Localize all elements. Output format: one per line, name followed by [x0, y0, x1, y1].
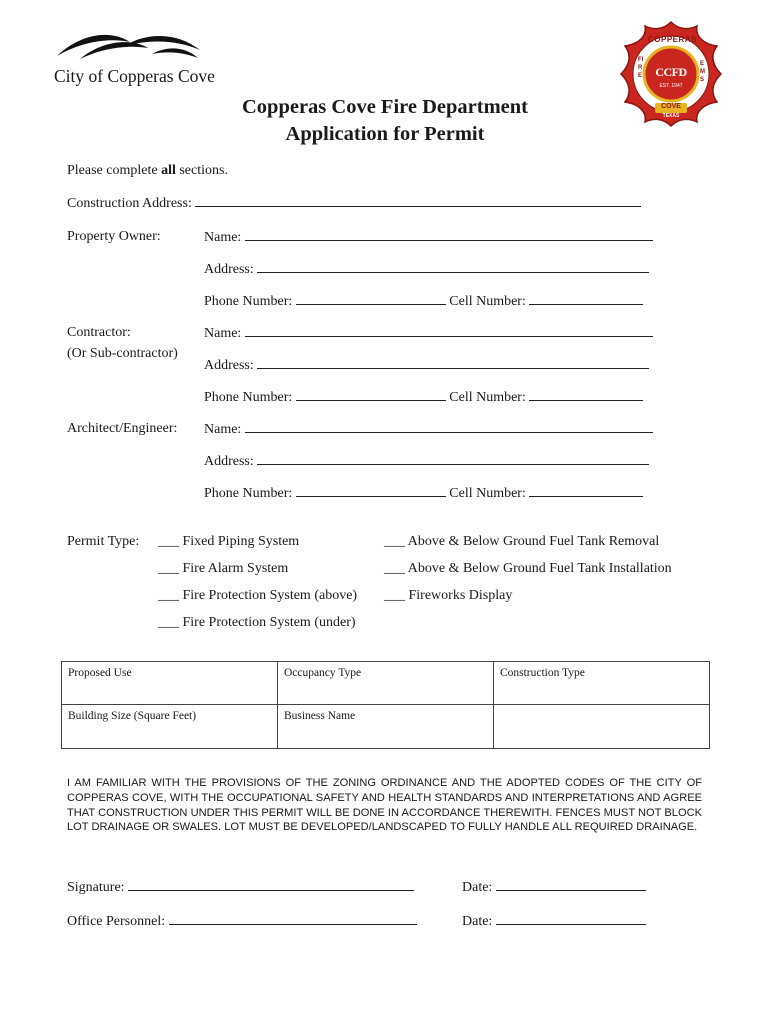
owner-address-row — [204, 260, 649, 279]
contractor-name-row — [204, 324, 653, 343]
office-personnel-field[interactable] — [169, 912, 417, 925]
permit-option-label: Above & Below Ground Fuel Tank Installation — [407, 561, 672, 576]
badge-est-text: EST. 1947 — [659, 83, 683, 89]
permit-option-label: Fire Alarm System — [182, 561, 289, 576]
permit-type-label: Permit Type: — [67, 534, 140, 549]
signature-field[interactable] — [128, 878, 414, 891]
instructions-prefix: Please complete — [67, 163, 162, 178]
table-cell-occupancy-type[interactable]: Occupancy Type — [277, 662, 493, 705]
architect-name-field[interactable] — [245, 420, 653, 433]
contractor-cell-label: Cell Number: — [449, 390, 526, 405]
signature-date-row — [462, 878, 646, 897]
signature-row — [67, 878, 414, 897]
instructions-suffix: sections. — [175, 163, 228, 178]
bird-wings-icon — [52, 28, 202, 64]
badge-monogram: CCFD — [655, 65, 687, 79]
owner-phone-label: Phone Number: — [204, 294, 293, 309]
permit-option-label: Fixed Piping System — [182, 534, 300, 549]
office-date-label: Date: — [462, 914, 493, 929]
architect-address-field[interactable] — [257, 452, 649, 465]
permit-option-label: Fire Protection System (under) — [182, 615, 356, 630]
table-cell-proposed-use[interactable]: Proposed Use — [62, 662, 278, 705]
permit-option-label: Fireworks Display — [408, 588, 513, 603]
contractor-phone-label: Phone Number: — [204, 390, 293, 405]
instructions — [67, 162, 228, 180]
architect-label: Architect/Engineer: — [67, 421, 178, 436]
permit-option-blank[interactable]: ___ — [158, 534, 179, 549]
table-row — [62, 662, 710, 705]
office-personnel-label: Office Personnel: — [67, 914, 166, 929]
owner-phone-row — [204, 292, 643, 311]
acknowledgement-notice: I AM FAMILIAR WITH THE PROVISIONS OF THE ZONING ORDINANCE AND THE ADOPTED CODES OF THE CITY OF COPPERAS COVE, WITH THE OCCUPATIONAL SAFETY AND HEALTH STANDARDS AND INTERPRETATIONS AND AGREE THAT CONSTRUCTION UNDER THIS PERMIT WILL BE DONE IN ACCORDANCE THEREWITH. FENCES MUST NOT BLOCK LOT DRAINAGE OR SWALES. LOT MUST BE DEVELOPED/LANDSCAPED TO FULLY HANDLE ALL REQUIRED DRAINAGE. — [67, 777, 702, 834]
contractor-address-label: Address: — [204, 358, 254, 373]
permit-info-table — [61, 661, 710, 749]
city-name: City of Copperas Cove — [54, 66, 215, 86]
signature-date-field[interactable] — [496, 878, 646, 891]
architect-address-row — [204, 452, 649, 471]
table-cell-building-size[interactable]: Building Size (Square Feet) — [62, 705, 278, 749]
property-owner-label: Property Owner: — [67, 229, 161, 244]
badge-bottom-text: COVE — [661, 103, 681, 110]
contractor-phone-row — [204, 388, 643, 407]
owner-name-label: Name: — [204, 230, 242, 245]
permit-option-blank[interactable]: ___ — [158, 588, 179, 603]
permit-option[interactable] — [158, 587, 357, 605]
construction-address-row — [67, 194, 641, 213]
permit-option[interactable] — [158, 614, 356, 632]
permit-option-blank[interactable]: ___ — [384, 561, 405, 576]
badge-top-text: COPPERAS — [648, 35, 697, 44]
construction-address-label: Construction Address: — [67, 196, 192, 211]
permit-option-label: Above & Below Ground Fuel Tank Removal — [407, 534, 660, 549]
contractor-sublabel: (Or Sub-contractor) — [67, 346, 178, 361]
office-personnel-row — [67, 912, 417, 931]
architect-address-label: Address: — [204, 454, 254, 469]
office-date-field[interactable] — [496, 912, 646, 925]
permit-option-label: Fire Protection System (above) — [182, 588, 358, 603]
owner-address-label: Address: — [204, 262, 254, 277]
table-cell-construction-type[interactable]: Construction Type — [493, 662, 709, 705]
contractor-name-field[interactable] — [245, 324, 653, 337]
architect-cell-field[interactable] — [529, 484, 643, 497]
permit-option-blank[interactable]: ___ — [384, 534, 405, 549]
permit-option[interactable] — [384, 560, 672, 578]
contractor-label: Contractor: — [67, 325, 131, 340]
owner-name-field[interactable] — [245, 228, 653, 241]
architect-cell-label: Cell Number: — [449, 486, 526, 501]
permit-option[interactable] — [384, 587, 512, 605]
signature-label: Signature: — [67, 880, 125, 895]
architect-phone-field[interactable] — [296, 484, 446, 497]
owner-address-field[interactable] — [257, 260, 649, 273]
badge-right-text: EMS — [700, 61, 705, 83]
owner-cell-label: Cell Number: — [449, 294, 526, 309]
architect-phone-label: Phone Number: — [204, 486, 293, 501]
contractor-cell-field[interactable] — [529, 388, 643, 401]
permit-option[interactable] — [158, 533, 299, 551]
architect-name-row — [204, 420, 653, 439]
page-subtitle: Application for Permit — [285, 123, 485, 145]
badge-left-text: FIRE — [638, 57, 644, 79]
badge-state-text: TEXAS — [662, 113, 680, 119]
permit-option[interactable] — [384, 533, 659, 551]
table-cell-empty[interactable] — [493, 705, 709, 749]
instructions-bold: all — [161, 163, 176, 178]
owner-cell-field[interactable] — [529, 292, 643, 305]
table-row — [62, 705, 710, 749]
office-date-row — [462, 912, 646, 931]
contractor-phone-field[interactable] — [296, 388, 446, 401]
architect-phone-row — [204, 484, 643, 503]
construction-address-field[interactable] — [195, 194, 641, 207]
table-cell-business-name[interactable]: Business Name — [277, 705, 493, 749]
permit-option[interactable] — [158, 560, 288, 578]
contractor-address-field[interactable] — [257, 356, 649, 369]
page-title: Copperas Cove Fire Department — [242, 96, 528, 118]
permit-option-blank[interactable]: ___ — [158, 615, 179, 630]
owner-name-row — [204, 228, 653, 247]
signature-date-label: Date: — [462, 880, 493, 895]
contractor-name-label: Name: — [204, 326, 242, 341]
permit-option-blank[interactable]: ___ — [158, 561, 179, 576]
permit-option-blank[interactable]: ___ — [384, 588, 405, 603]
architect-name-label: Name: — [204, 422, 242, 437]
owner-phone-field[interactable] — [296, 292, 446, 305]
city-logo — [52, 28, 215, 88]
contractor-address-row — [204, 356, 649, 375]
